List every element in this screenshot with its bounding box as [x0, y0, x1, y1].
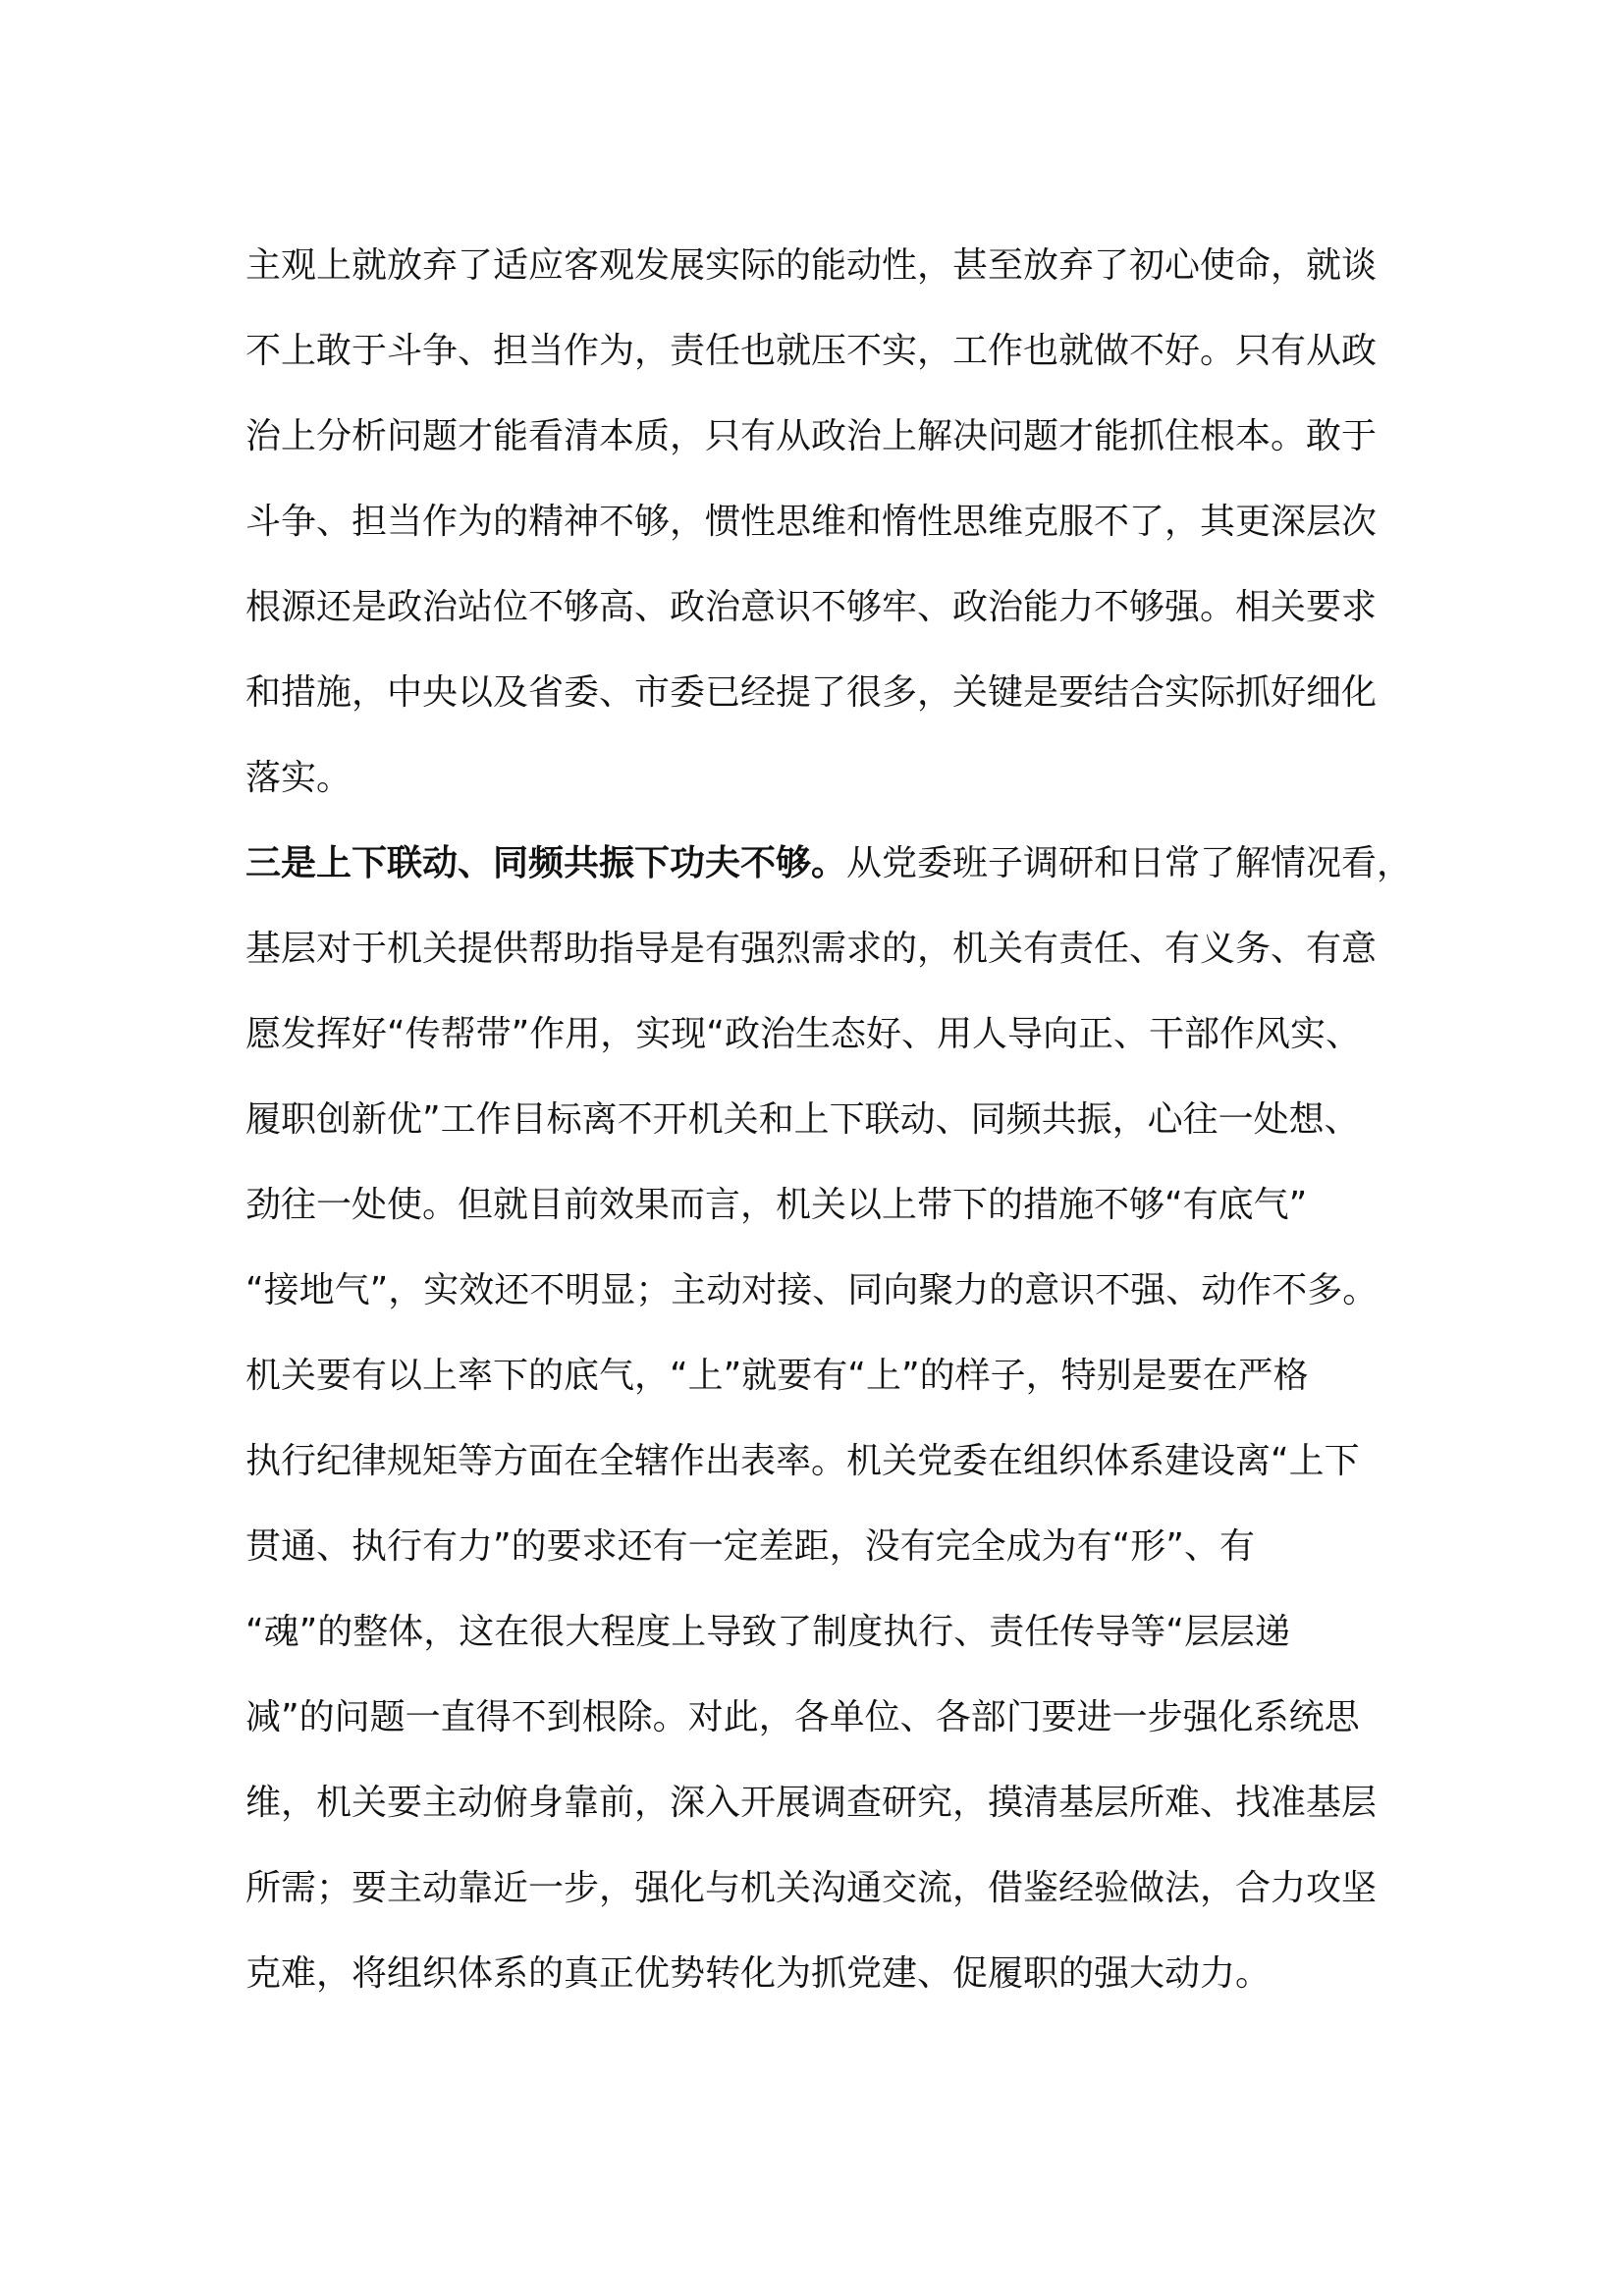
- paragraph-1-line: 和措施，中央以及省委、市委已经提了很多，关键是要结合实际抓好细化: [245, 672, 1378, 713]
- paragraph-2-first-line-text: 从党委班子调研和日常了解情况看，: [846, 843, 1413, 883]
- paragraph-1-line: 主观上就放弃了适应客观发展实际的能动性，甚至放弃了初心使命，就谈: [245, 245, 1378, 286]
- paragraph-2-line: 所需；要主动靠近一步，强化与机关沟通交流，借鉴经验做法，合力攻坚: [245, 1868, 1378, 1908]
- paragraph-2-line: 减”的问题一直得不到根除。对此，各单位、各部门要进一步强化系统思: [245, 1697, 1360, 1737]
- paragraph-2-line: 劲往一处使。但就目前效果而言，机关以上带下的措施不够“有底气”: [245, 1185, 1308, 1225]
- paragraph-1-line: 不上敢于斗争、担当作为，责任也就压不实，工作也就做不好。只有从政: [245, 331, 1378, 371]
- body-text: [245, 223, 1413, 2016]
- paragraph-2-line: 贯通、执行有力”的要求还有一定差距，没有完全成为有“形”、有: [245, 1526, 1255, 1567]
- paragraph-1-line: 治上分析问题才能看清本质，只有从政治上解决问题才能抓住根本。敢于: [245, 416, 1378, 456]
- paragraph-1-line: 落实。: [245, 758, 352, 798]
- paragraph-1-line: 斗争、担当作为的精神不够，惯性思维和惰性思维克服不了，其更深层次: [245, 502, 1378, 542]
- paragraph-2-first-line: [245, 821, 1413, 906]
- paragraph-2-line: “魂”的整体，这在很大程度上导致了制度执行、责任传导等“层层递: [245, 1612, 1290, 1652]
- paragraph-2-line: 机关要有以上率下的底气，“上”就要有“上”的样子，特别是要在严格: [245, 1356, 1309, 1396]
- paragraph-1-line: 根源还是政治站位不够高、政治意识不够牢、政治能力不够强。相关要求: [245, 587, 1378, 627]
- paragraph-2-line: “接地气”，实效还不明显；主动对接、同向聚力的意识不强、动作不多。: [245, 1270, 1379, 1310]
- paragraph-2-line: 执行纪律规矩等方面在全辖作出表率。机关党委在组织体系建设离“上下: [245, 1441, 1360, 1481]
- paragraph-2-line: 愿发挥好“传帮带”作用，实现“政治生态好、用人导向正、干部作风实、: [245, 1014, 1361, 1054]
- paragraph-2-line: 基层对于机关提供帮助指导是有强烈需求的，机关有责任、有义务、有意: [245, 929, 1378, 969]
- paragraph-2-line: 克难，将组织体系的真正优势转化为抓党建、促履职的强大动力。: [245, 1953, 1272, 1994]
- paragraph-2-line: 履职创新优”工作目标离不开机关和上下联动、同频共振，心往一处想、: [245, 1099, 1360, 1140]
- paragraph-2-line: 维，机关要主动俯身靠前，深入开展调查研究，摸清基层所难、找准基层: [245, 1783, 1378, 1823]
- section-heading: 三是上下联动、同频共振下功夫不够。: [245, 843, 847, 883]
